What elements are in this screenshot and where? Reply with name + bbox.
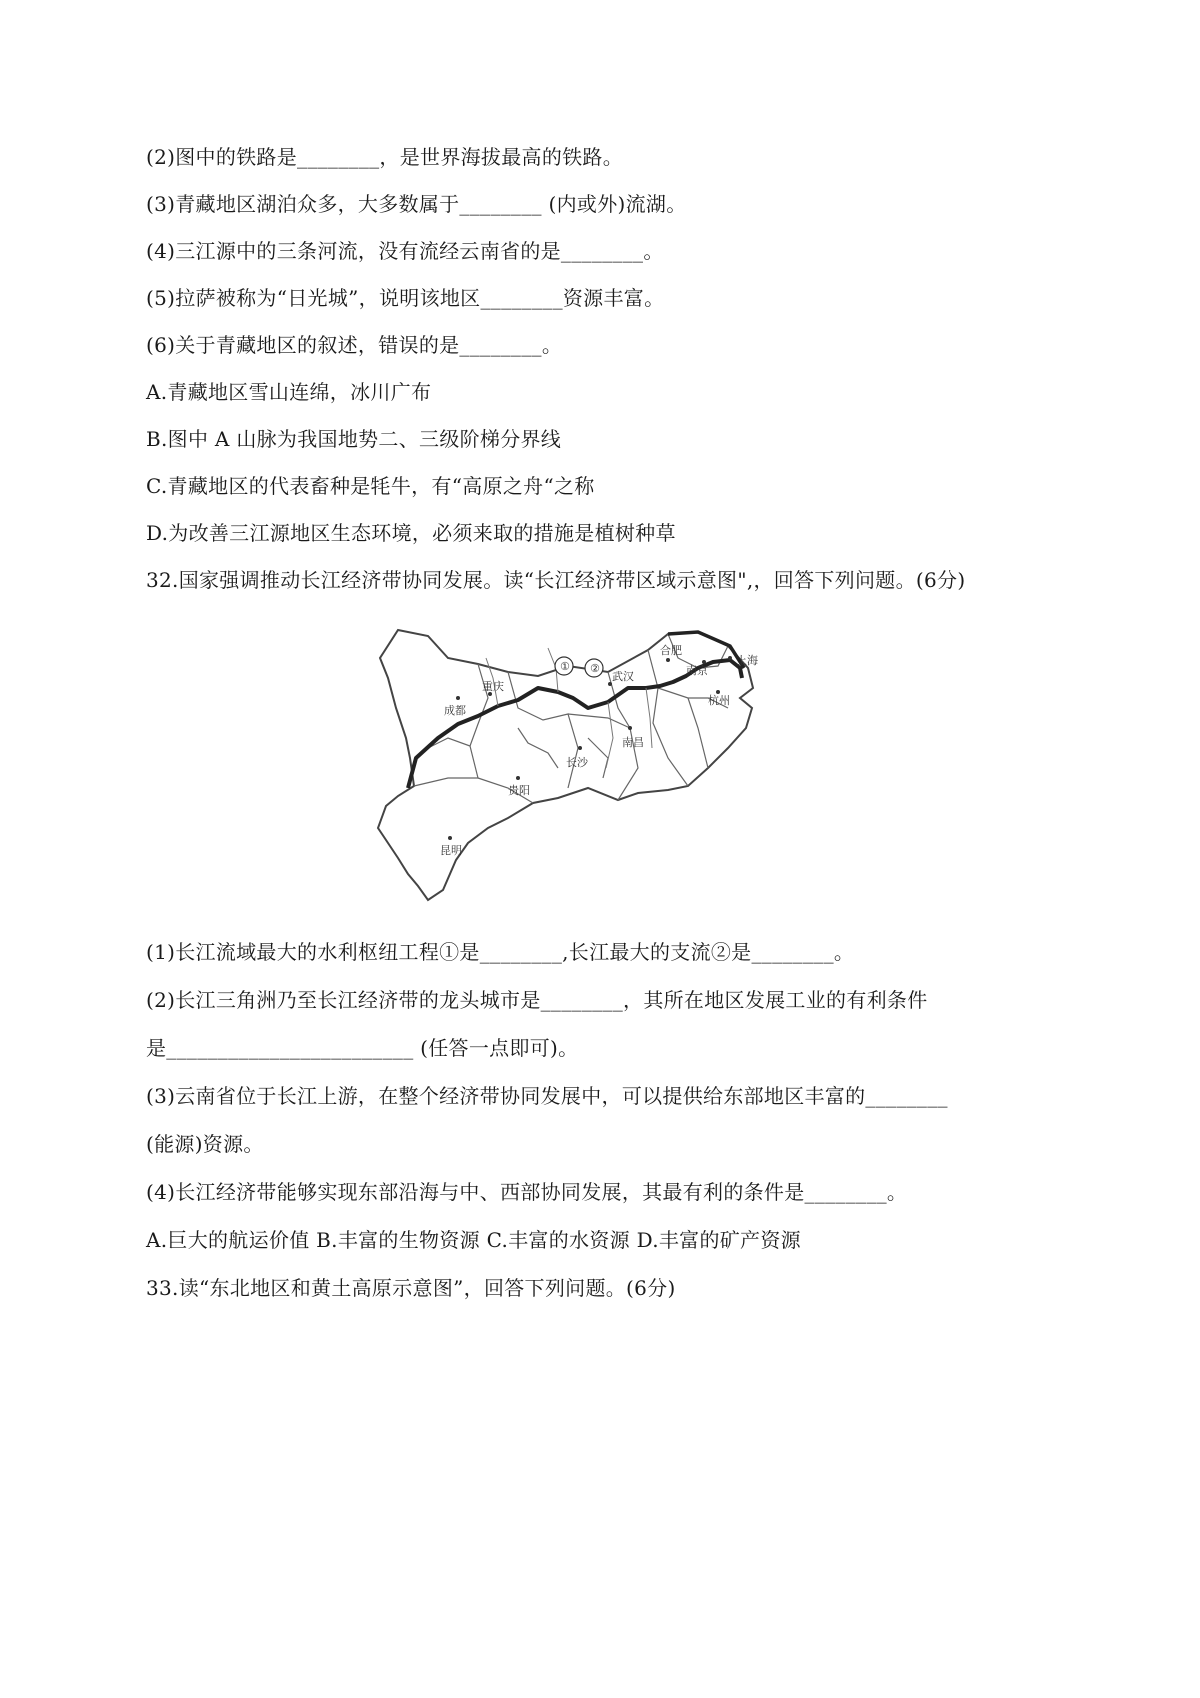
city-guiyang: 贵阳 bbox=[508, 784, 530, 797]
q31-option-a: A.青藏地区雪山连绵，冰川广布 bbox=[146, 380, 432, 404]
q31-part2: (2)图中的铁路是________，是世界海拔最高的铁路。 bbox=[146, 145, 624, 169]
yangtze-economic-belt-map bbox=[368, 628, 838, 924]
marker-1: ① bbox=[560, 660, 570, 673]
city-hefei: 合肥 bbox=[660, 644, 682, 657]
q32-part3-cont: (能源)资源。 bbox=[146, 1132, 264, 1156]
q31-part4: (4)三江源中的三条河流，没有流经云南省的是________。 bbox=[146, 239, 664, 263]
q32-part1: (1)长江流域最大的水利枢纽工程①是________,长江最大的支流②是________。 bbox=[146, 940, 855, 964]
city-nanjing: 南京 bbox=[686, 664, 708, 677]
q31-option-d: D.为改善三江源地区生态环境，必须来取的措施是植树种草 bbox=[146, 521, 676, 545]
city-kunming: 昆明 bbox=[440, 844, 462, 857]
city-nanchang: 南昌 bbox=[622, 736, 644, 749]
marker-2: ② bbox=[590, 662, 600, 675]
q31-part6: (6)关于青藏地区的叙述，错误的是________。 bbox=[146, 333, 563, 357]
q31-part5: (5)拉萨被称为“日光城”，说明该地区________资源丰富。 bbox=[146, 286, 665, 310]
city-shanghai: 上海 bbox=[736, 654, 758, 667]
q32-stem: 32.国家强调推动长江经济带协同发展。读“长江经济带区域示意图",，回答下列问题。(6分) bbox=[146, 568, 966, 592]
city-hangzhou: 杭州 bbox=[708, 694, 730, 707]
q33-stem: 33.读“东北地区和黄土高原示意图”，回答下列问题。(6分) bbox=[146, 1276, 676, 1300]
q31-part3: (3)青藏地区湖泊众多，大多数属于________ (内或外)流湖。 bbox=[146, 192, 687, 216]
city-wuhan: 武汉 bbox=[612, 670, 634, 683]
city-changsha: 长沙 bbox=[566, 756, 588, 769]
q32-part3: (3)云南省位于长江上游，在整个经济带协同发展中，可以提供给东部地区丰富的________ bbox=[146, 1084, 948, 1108]
q31-option-c: C.青藏地区的代表畜种是牦牛，有“高原之舟“之称 bbox=[146, 474, 595, 498]
q32-options: A.巨大的航运价值 B.丰富的生物资源 C.丰富的水资源 D.丰富的矿产资源 bbox=[146, 1228, 801, 1252]
city-chengdu: 成都 bbox=[444, 704, 466, 717]
q32-part2-cont: 是________________________ (任答一点即可)。 bbox=[146, 1036, 579, 1060]
q32-part4: (4)长江经济带能够实现东部沿海与中、西部协同发展，其最有利的条件是________。 bbox=[146, 1180, 908, 1204]
q31-option-b: B.图中 A 山脉为我国地势二、三级阶梯分界线 bbox=[146, 427, 562, 451]
city-chongqing: 重庆 bbox=[482, 680, 504, 693]
q32-part2: (2)长江三角洲乃至长江经济带的龙头城市是________，其所在地区发展工业的有利条件 bbox=[146, 988, 928, 1012]
